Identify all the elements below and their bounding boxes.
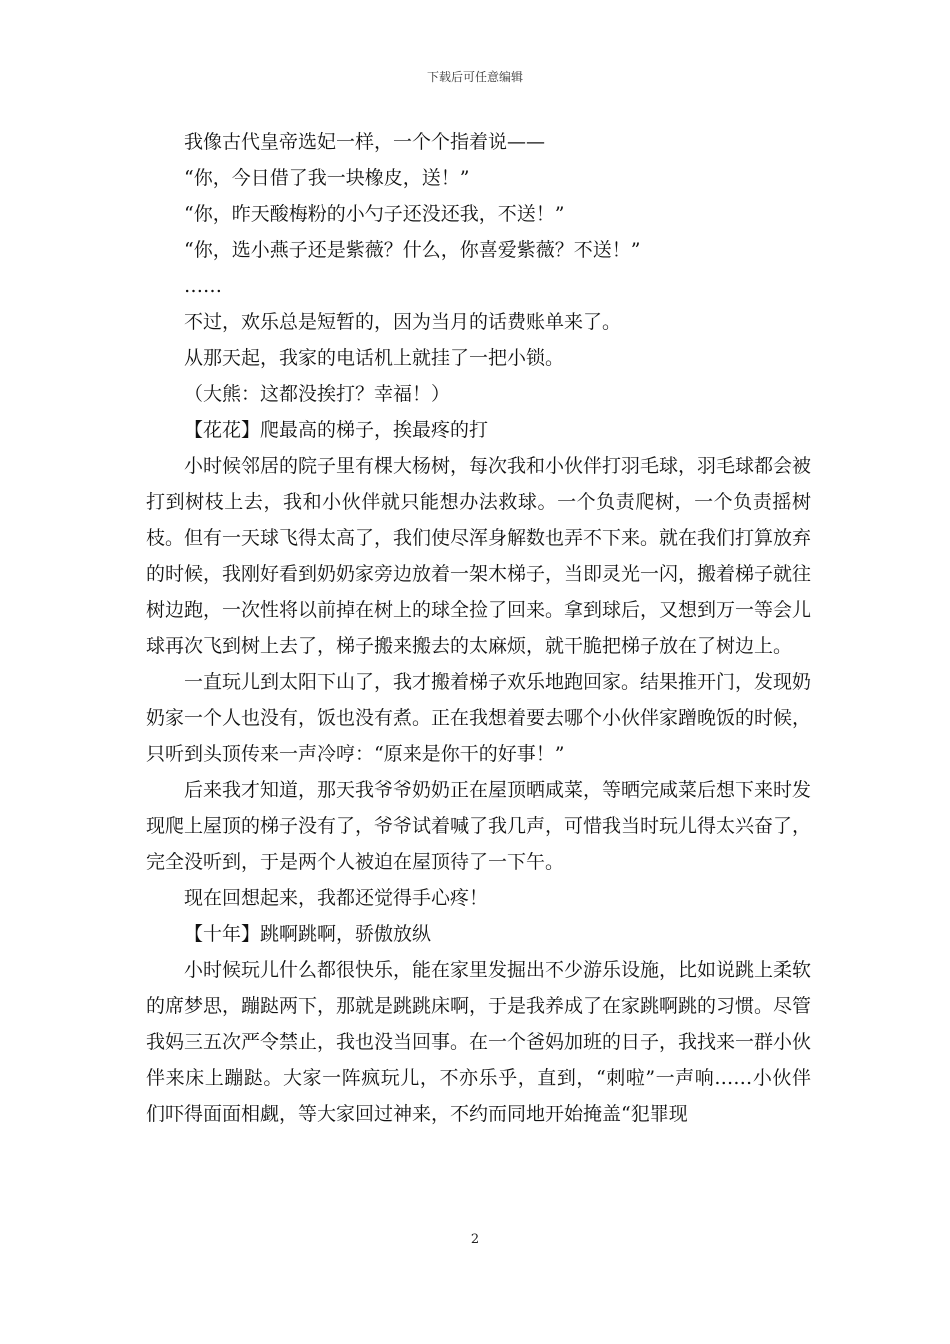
paragraph: 我像古代皇帝选妃一样，一个个指着说—— [184, 131, 546, 153]
paragraph: 从那天起，我家的电话机上就挂了一把小锁。 [184, 347, 565, 369]
page-number: 2 [470, 1232, 480, 1247]
paragraph: “你，今日借了我一块橡皮，送！” [184, 167, 470, 189]
paragraph: （大熊：这都没挨打？幸福！） [184, 383, 451, 405]
paragraph: 一直玩儿到太阳下山了，我才搬着梯子欢乐地跑回家。结果推开门，发现奶奶家一个人也没有，饭也没有煮。正在我想着要去哪个小伙伴家蹭晚饭的时候，只听到头顶传来一声冷哼：“原来是你干的好事！” [146, 671, 812, 765]
section-heading: 【十年】跳啊跳啊，骄傲放纵 [184, 923, 432, 945]
document-body [146, 124, 811, 1132]
paragraph: “你，选小燕子还是紫薇？什么，你喜爱紫薇？不送！” [184, 239, 641, 261]
paragraph: 现在回想起来，我都还觉得手心疼！ [184, 887, 489, 909]
paragraph: …… [184, 275, 222, 297]
paragraph: 小时候玩儿什么都很快乐，能在家里发掘出不少游乐设施，比如说跳上柔软的席梦思，蹦跶两下，那就是跳跳床啊，于是我养成了在家跳啊跳的习惯。尽管我妈三五次严令禁止，我也没当回事。在一个爸妈加班的日子，我找来一群小伙伴来床上蹦跶。大家一阵疯玩儿，不亦乐乎，直到，“刺啦”一声响……小伙伴们吓得面面相觑，等大家回过神来，不约而同地开始掩盖“犯罪现 [146, 959, 812, 1125]
paragraph: “你，昨天酸梅粉的小勺子还没还我，不送！” [184, 203, 565, 225]
paragraph: 后来我才知道，那天我爷爷奶奶正在屋顶晒咸菜，等晒完咸菜后想下来时发现爬上屋顶的梯子没有了，爷爷试着喊了我几声，可惜我当时玩儿得太兴奋了，完全没听到，于是两个人被迫在屋顶待了一下午。 [146, 779, 812, 873]
page-header: 下载后可任意编辑 [426, 70, 523, 84]
paragraph: 不过，欢乐总是短暂的，因为当月的话费账单来了。 [184, 311, 622, 333]
section-heading: 【花花】爬最高的梯子，挨最疼的打 [184, 419, 489, 441]
paragraph: 小时候邻居的院子里有棵大杨树，每次我和小伙伴打羽毛球，羽毛球都会被打到树枝上去，我和小伙伴就只能想办法救球。一个负责爬树，一个负责摇树枝。但有一天球飞得太高了，我们使尽浑身解数也弄不下来。就在我们打算放弃的时候，我刚好看到奶奶家旁边放着一架木梯子，当即灵光一闪，搬着梯子就往树边跑，一次性将以前掉在树上的球全捡了回来。拿到球后，又想到万一等会儿球再次飞到树上去了，梯子搬来搬去的太麻烦，就干脆把梯子放在了树边上。 [146, 455, 812, 657]
